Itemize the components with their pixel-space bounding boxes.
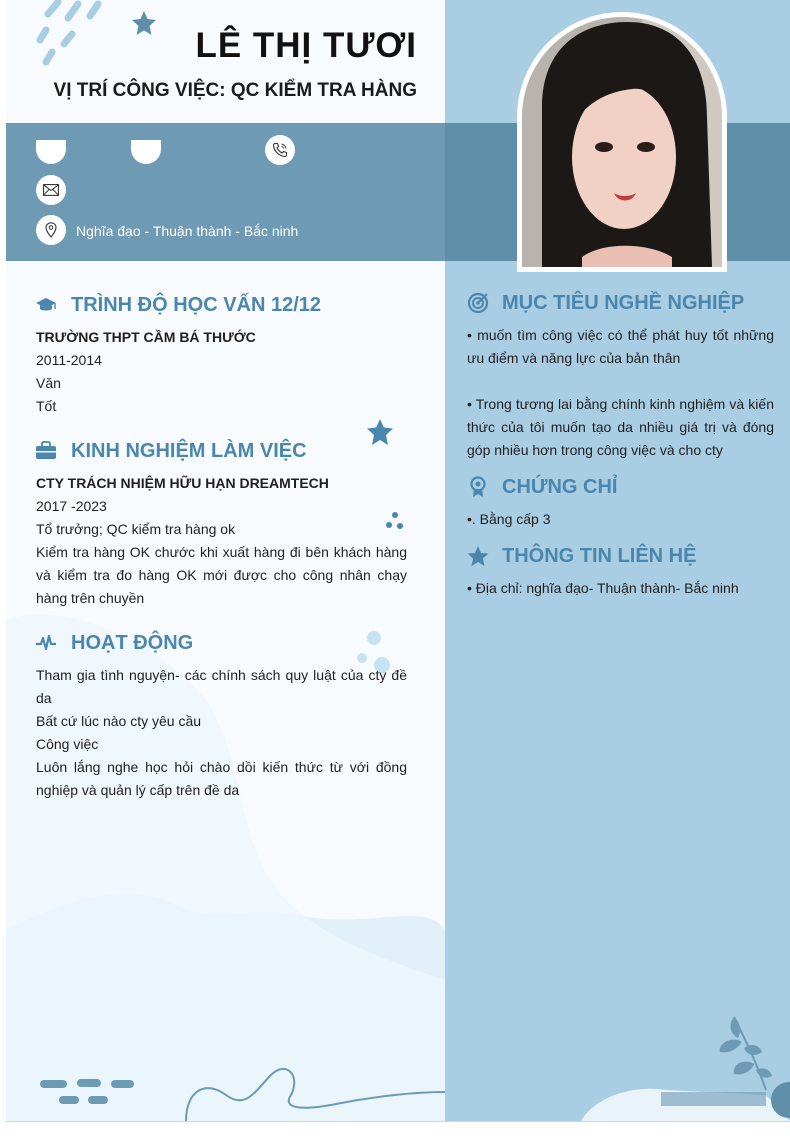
candidate-name: LÊ THỊ TƯƠI — [195, 26, 417, 65]
activities-title: HOẠT ĐỘNG — [71, 632, 194, 654]
school-name: TRƯỜNG THPT CẦM BÁ THƯỚC — [36, 329, 256, 345]
education-years: 2011-2014 — [36, 352, 102, 368]
education-title: TRÌNH ĐỘ HỌC VẤN 12/12 — [71, 294, 322, 316]
experience-role: Tổ trưởng; QC kiểm tra hàng ok — [36, 521, 236, 537]
company-name: CTY TRÁCH NHIỆM HỮU HẠN DREAMTECH — [36, 475, 329, 491]
mail-icon[interactable] — [36, 175, 66, 205]
certificate-item: •. Bằng cấp 3 — [467, 511, 551, 527]
phone-icon[interactable] — [265, 135, 295, 165]
activity-pulse-icon — [35, 632, 57, 654]
contact-info-title: THÔNG TIN LIÊN HỆ — [502, 545, 697, 567]
activity-line-3: Công việc — [36, 736, 99, 752]
experience-years: 2017 -2023 — [36, 498, 107, 514]
dashes-decoration — [39, 1076, 139, 1106]
experience-title: KINH NGHIỆM LÀM VIỆC — [71, 440, 307, 462]
star-decoration — [366, 418, 394, 446]
profile-photo-frame — [517, 12, 727, 272]
cv-page — [6, 0, 790, 1122]
award-ribbon-icon — [467, 476, 489, 498]
address-text: Nghĩa đạo - Thuận thành - Bắc ninh — [76, 223, 299, 239]
leaf-branch-decoration — [714, 1012, 774, 1092]
activity-line-4: Luôn lắng nghe học hỏi chào dồi kiến thức từ với đồng nghiệp và quản lý cấp trên đề da — [36, 759, 407, 798]
objective-paragraph-2: • Trong tương lai bằng chính kinh nghiệm và kiến thức của tôi muốn tạo da nhiều giá trị và đóng góp nhiều hơn trong công việc và cho cty — [467, 396, 774, 458]
objective-title: MỤC TIÊU NGHỀ NGHIỆP — [502, 292, 745, 314]
education-major: Văn — [36, 375, 61, 391]
objective-paragraph-1: • muốn tìm công việc có thể phát huy tốt những ưu điểm và năng lực của bản thân — [467, 327, 774, 366]
graduation-cap-icon — [35, 294, 57, 316]
certificates-title: CHỨNG CHỈ — [502, 476, 618, 498]
contact-info-address: • Địa chỉ: nghĩa đạo- Thuận thành- Bắc ninh — [467, 580, 739, 596]
star-icon — [467, 545, 489, 567]
job-position: VỊ TRÍ CÔNG VIỆC: QC KIỂM TRA HÀNG — [53, 80, 417, 101]
location-pin-icon — [36, 215, 66, 245]
target-icon — [467, 292, 489, 314]
dots-decoration — [382, 510, 408, 532]
activity-line-1: Tham gia tình nguyện- các chính sách quy luật của cty đề da — [36, 667, 407, 706]
education-grade: Tốt — [36, 398, 57, 414]
profile-photo — [522, 17, 722, 267]
activity-line-2: Bất cứ lúc nào cty yêu cầu — [36, 713, 202, 729]
experience-description: Kiểm tra hàng OK chước khi xuất hàng đi bên khách hàng và kiểm tra đo hàng OK mới được cho công nhân chạy hàng trên chuyền — [36, 544, 407, 606]
briefcase-icon — [35, 440, 57, 462]
